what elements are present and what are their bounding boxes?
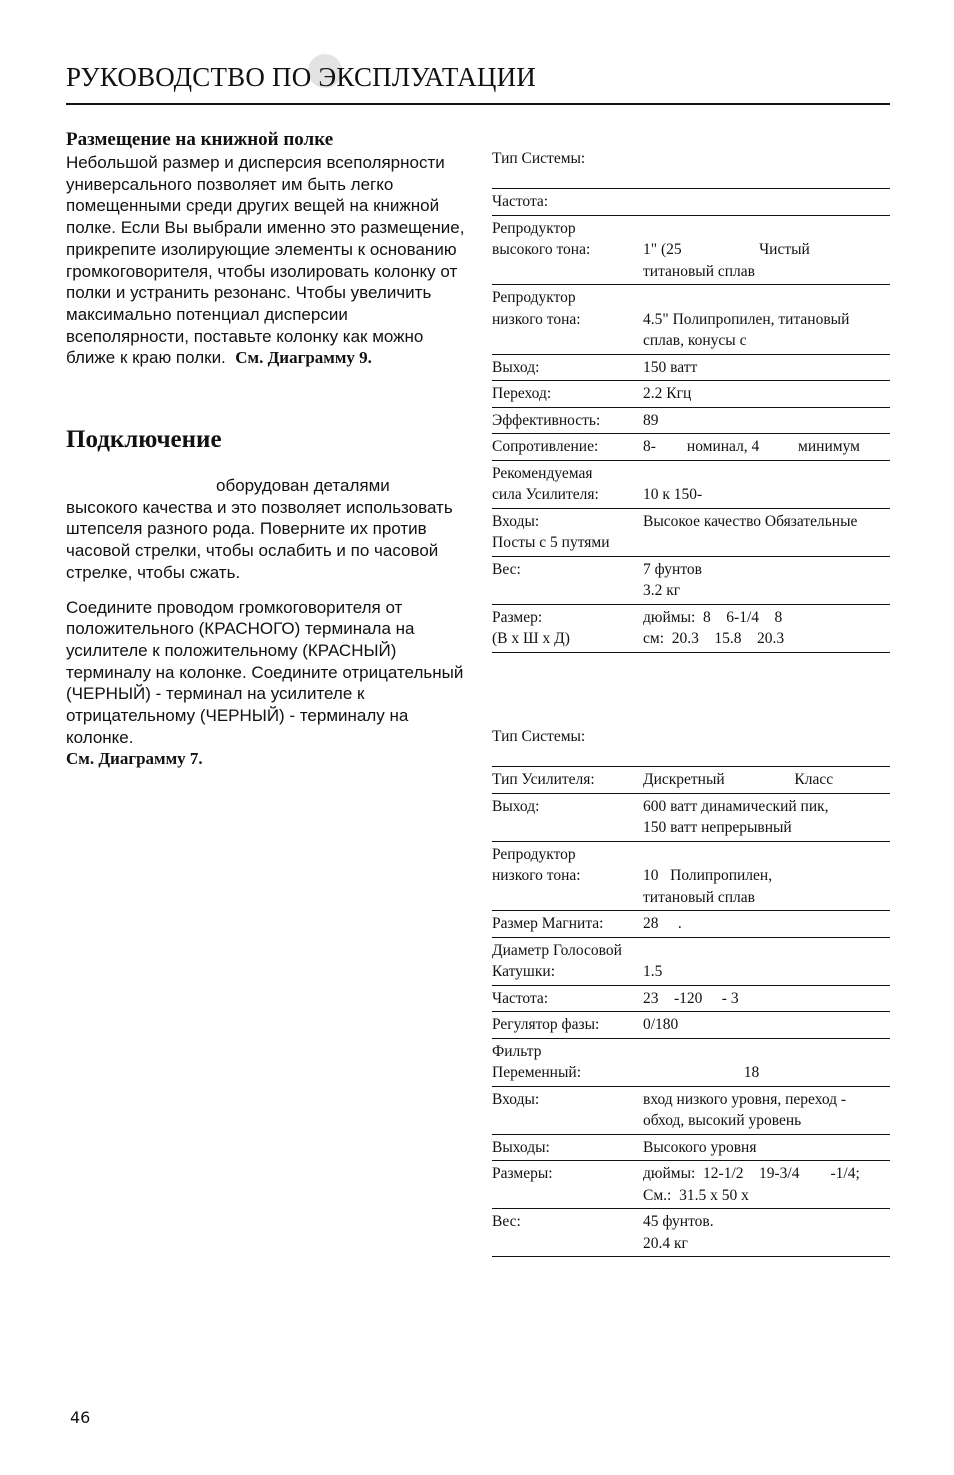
spec-value: 150 ватт bbox=[643, 358, 698, 376]
spec-value: 4.5" Полипропилен, титановый сплав, конусы с bbox=[643, 310, 850, 349]
spec-value: 10 к 150- bbox=[643, 486, 703, 503]
spec-row bbox=[492, 766, 890, 793]
spec-row bbox=[492, 1086, 890, 1134]
connection-text-1: оборудован деталями высокого качества и это позволяет использовать штепселя разного рода. Поверните их против часовой стрелки, чтобы ослабить и по часовой стрелке, чтобы сжать. bbox=[66, 476, 453, 582]
spec-label: Выходы: bbox=[492, 1138, 550, 1156]
spec-row bbox=[492, 1038, 890, 1086]
spec-value: Высокое качество Обязательные bbox=[643, 512, 858, 530]
spec-value: Дискретный Класс bbox=[643, 771, 834, 788]
spec-table-subwoofer bbox=[492, 726, 890, 1257]
diagram-7-ref: См. Диаграмму 7. bbox=[66, 749, 203, 769]
spec-value: 1.5 bbox=[643, 963, 663, 980]
spec-label: Репродуктор низкого тона: bbox=[492, 289, 581, 328]
spec-label: Тип Усилителя: bbox=[492, 771, 595, 788]
spec-row bbox=[492, 407, 890, 434]
connection-paragraph-1 bbox=[66, 475, 466, 584]
spec-value bbox=[643, 191, 890, 213]
shelf-text: Небольшой размер и дисперсия всеполярности универсального позволяет им быть легко помещенными среди других вещей на книжной полке. Если Вы выбрали именно это размещение, прикрепите изолирующие элементы к основанию громкоговорителя, чтобы изолировать колонку от полки и устранить резонанс. Чтобы увеличить максимально потенциал дисперсии всеполярности, поставьте колонку как можно ближе к краю полки. bbox=[66, 153, 465, 368]
spec-value: 10 Полипропилен, титановый сплав bbox=[643, 867, 773, 906]
spec-value: 28 . bbox=[643, 915, 682, 932]
spec-row bbox=[492, 1208, 890, 1257]
spec-value: 89 bbox=[643, 411, 659, 429]
spec-table-speaker bbox=[492, 148, 890, 653]
spec-label: Выход: bbox=[492, 358, 540, 376]
spec-label: Размер Магнита: bbox=[492, 915, 604, 932]
spec-label: Выход: bbox=[492, 797, 540, 815]
spec-row bbox=[492, 1134, 890, 1161]
spec-value: 45 фунтов. 20.4 кг bbox=[643, 1213, 714, 1252]
spec-value: 18 bbox=[743, 1064, 760, 1081]
connection-paragraph-2 bbox=[66, 597, 466, 771]
diagram-9-ref: См. Диаграмму 9. bbox=[235, 348, 372, 368]
spec-label: Эффективность: bbox=[492, 411, 601, 429]
page-header bbox=[66, 62, 890, 105]
spec-value: 8- номинал, 4 минимум bbox=[643, 438, 860, 455]
spec-label: Фильтр Переменный: bbox=[492, 1042, 581, 1081]
spec-value: 7 фунтов 3.2 кг bbox=[643, 560, 702, 599]
spec-label: Рекомендуемая сила Усилителя: bbox=[492, 464, 599, 503]
left-column bbox=[66, 128, 466, 783]
spec-label: Частота: bbox=[492, 989, 549, 1007]
spec-row bbox=[492, 937, 890, 985]
spec-label: Репродуктор высокого тона: bbox=[492, 219, 591, 258]
spec-label: Частота: bbox=[492, 193, 549, 210]
spec-row bbox=[492, 985, 890, 1012]
spec-row bbox=[492, 284, 890, 354]
spec-value: 23 -120 - 3 bbox=[643, 989, 739, 1007]
spec-row bbox=[492, 460, 890, 508]
spec-value: дюймы: 8 6-1/4 8 см: 20.3 15.8 20.3 bbox=[643, 608, 785, 647]
spec-row bbox=[492, 354, 890, 381]
connection-heading: Подключение bbox=[66, 426, 222, 454]
spec-row bbox=[492, 910, 890, 937]
spec-value: 0/180 bbox=[643, 1016, 679, 1033]
spec-table-title: Тип Системы: bbox=[492, 150, 586, 167]
spec-row bbox=[492, 1011, 890, 1038]
spec-label: Размеры: bbox=[492, 1165, 553, 1182]
spec-label: Размер: (В х Ш х Д) bbox=[492, 608, 570, 647]
spec-label: Входы: Посты с 5 путями bbox=[492, 512, 610, 551]
spec-label: Репродуктор низкого тона: bbox=[492, 845, 581, 884]
page-number: 46 bbox=[70, 1408, 91, 1427]
spec-label: Диаметр Голосовой Катушки: bbox=[492, 941, 622, 980]
spec-row bbox=[492, 433, 890, 460]
spec-value: вход низкого уровня, переход - обход, высокий уровень bbox=[643, 1090, 847, 1129]
page-title: РУКОВОДСТВО ПО ЭКСПЛУАТАЦИИ bbox=[66, 62, 536, 92]
spec-row bbox=[492, 1160, 890, 1208]
spec-row bbox=[492, 508, 890, 556]
spec-value: дюймы: 12-1/2 19-3/4 -1/4; См.: 31.5 x 50 x bbox=[643, 1165, 860, 1204]
spec-row bbox=[492, 793, 890, 841]
spec-table-rows bbox=[492, 188, 890, 653]
spec-row bbox=[492, 604, 890, 653]
spec-label: Переход: bbox=[492, 385, 552, 402]
spec-row bbox=[492, 215, 890, 285]
spec-label: Входы: bbox=[492, 1090, 540, 1108]
spec-table-rows bbox=[492, 766, 890, 1257]
spec-value: 1" (25 Чистый титановый сплав bbox=[643, 241, 810, 280]
connection-text-2: Соедините проводом громкоговорителя от положительного (КРАСНОГО) терминала на усилителе к положительному (КРАСНЫЙ) терминалу на колонке. Соедините отрицательный (ЧЕРНЫЙ) - терминал на усилителе к отрицательному (ЧЕРНЫЙ) - терминалу на колонке. bbox=[66, 597, 464, 747]
spec-label: Вес: bbox=[492, 1213, 521, 1230]
spec-row bbox=[492, 556, 890, 604]
spec-row bbox=[492, 841, 890, 911]
spec-row bbox=[492, 380, 890, 407]
spec-row bbox=[492, 188, 890, 215]
shelf-paragraph bbox=[66, 152, 466, 369]
spec-label: Регулятор фазы: bbox=[492, 1016, 600, 1033]
spec-label: Вес: bbox=[492, 560, 521, 578]
spec-value: 600 ватт динамический пик, 150 ватт непрерывный bbox=[643, 797, 829, 836]
spec-value: 2.2 Кгц bbox=[643, 385, 692, 402]
spec-value: Высокого уровня bbox=[643, 1138, 757, 1156]
spec-label: Сопротивление: bbox=[492, 438, 599, 455]
spec-table-title: Тип Системы: bbox=[492, 728, 586, 745]
shelf-heading: Размещение на книжной полке bbox=[66, 129, 334, 150]
